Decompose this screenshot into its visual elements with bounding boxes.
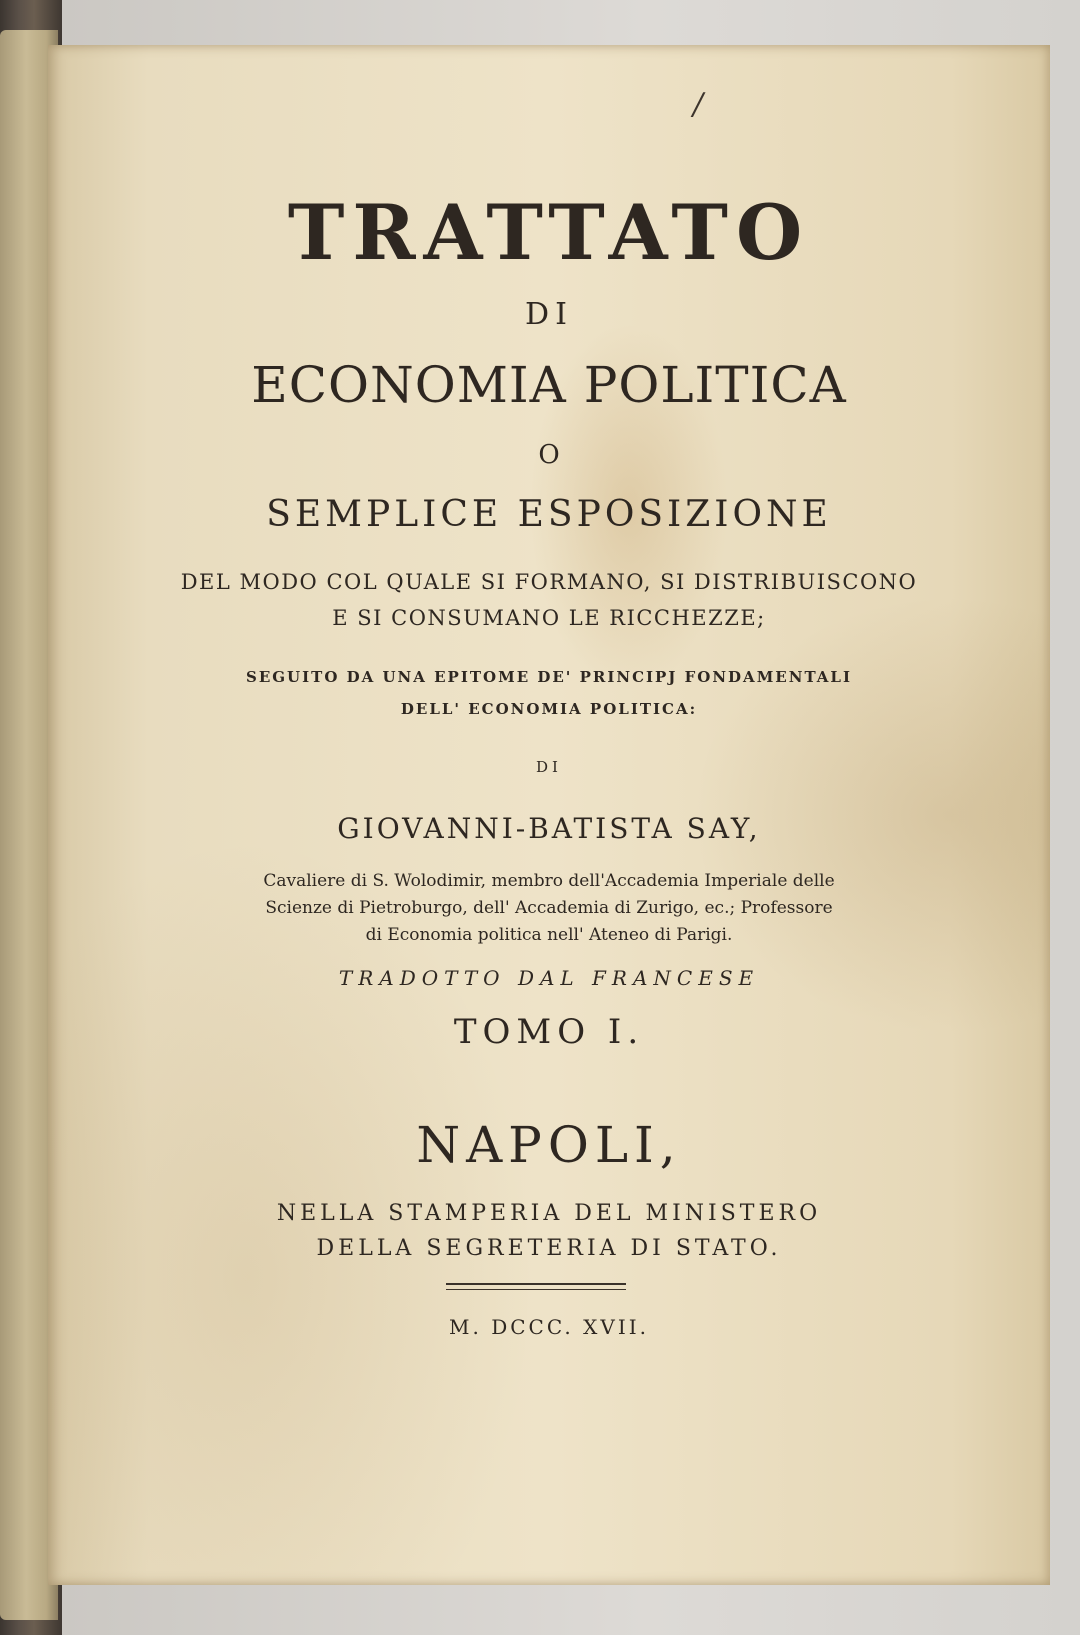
divider-rule-thin	[446, 1289, 626, 1290]
publication-date: M. DCCC. XVII.	[449, 1315, 649, 1339]
supplement-line-2: DELL' ECONOMIA POLITICA:	[400, 700, 698, 718]
supplement-line-1: SEGUITO DA UNA EPITOME DE' PRINCIPJ FONDAMENTALI	[245, 668, 852, 686]
printer-line-2: DELLA SEGRETERIA DI STATO.	[316, 1236, 782, 1261]
title-conjunction: O	[538, 440, 560, 470]
translation-note: TRADOTTO DAL FRANCESE	[338, 966, 760, 990]
volume-number: TOMO I.	[453, 1012, 645, 1052]
title-connector: DI	[525, 297, 573, 332]
author-connector: DI	[536, 758, 562, 776]
title-page	[48, 45, 1050, 1585]
author-credentials-line-1: Cavaliere di S. Wolodimir, membro dell'Accademia Imperiale delle	[263, 871, 835, 891]
printer-line-1: NELLA STAMPERIA DEL MINISTERO	[276, 1201, 822, 1226]
book-title: TRATTATO	[287, 188, 811, 277]
pencil-mark: /	[693, 87, 704, 122]
divider-rule	[446, 1283, 626, 1285]
alternate-title: SEMPLICE ESPOSIZIONE	[266, 494, 832, 535]
book-subtitle: ECONOMIA POLITICA	[251, 356, 847, 414]
description-line-1: DEL MODO COL QUALE SI FORMANO, SI DISTRIBUISCONO	[180, 570, 918, 594]
author-name: GIOVANNI-BATISTA SAY,	[337, 812, 761, 845]
publication-city: NAPOLI,	[416, 1116, 682, 1174]
description-line-2: E SI CONSUMANO LE RICCHEZZE;	[332, 606, 766, 630]
author-credentials-line-3: di Economia politica nell' Ateneo di Parigi.	[365, 925, 733, 945]
author-credentials-line-2: Scienze di Pietroburgo, dell' Accademia di Zurigo, ec.; Professore	[265, 898, 833, 918]
